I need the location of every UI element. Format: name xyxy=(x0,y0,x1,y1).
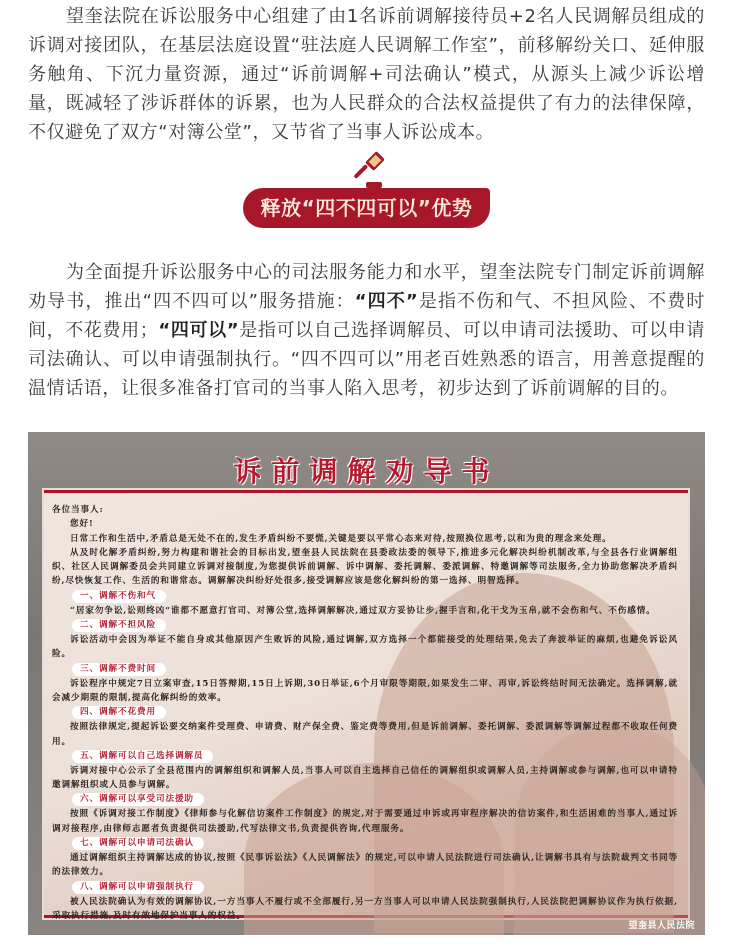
measures-paragraph xyxy=(28,258,705,403)
intro-text: 日常工作和生活中,矛盾总是无处不在的,发生矛盾纠纷不要慌,关键是要以平常心态来对待,按照换位思考,以和为贵的理念来处理。 xyxy=(70,533,612,544)
section-title: 六、调解可以享受司法援助 xyxy=(72,793,204,806)
bold-term: “四可以” xyxy=(158,320,240,341)
section-body: 诉讼活动中会因为举证不能自身或其他原因产生败诉的风险,通过调解,双方选择一个都能接受的处理结果,免去了奔波举证的麻烦,也避免诉讼风险。 xyxy=(52,635,678,660)
text-segment: 是指不伤和气、不担风险、不费时间，不花费用； xyxy=(28,291,706,341)
poster-board xyxy=(44,490,688,921)
section-title: 二、调解不担风险 xyxy=(72,619,166,632)
section-title: 五、调解可以自己选择调解员 xyxy=(72,750,213,763)
intro-paragraph: 望奎法院在诉讼服务中心组建了由1名诉前调解接待员+2名人民调解员组成的诉调对接团队，在基层法庭设置“驻法庭人民调解工作室”，前移解纷关口、延伸服务触角、下沉力量资源，通过“诉前调解+司法确认”模式，从源头上减少诉讼增量，既减轻了涉诉群体的诉累，也为人民群众的合法权益提供了有力的法律保障，不仅避免了双方“对簿公堂”，又节省了当事人诉讼成本。 xyxy=(28,6,705,143)
section-title: 四、调解不花费用 xyxy=(72,706,166,719)
poster-text xyxy=(52,503,678,923)
section-title: 三、调解不费时间 xyxy=(72,663,166,676)
text-segment: 是指可以自己选择调解员、可以申请司法援助、可以申请司法确认、可以申请强制执行。“四不四可以”用老百姓熟悉的语言，用善意提醒的温情话语，让很多准备打官司的当事人陷入思考，初步达到了诉前调解的目的。 xyxy=(28,320,706,399)
text-segment: 为全面提升诉讼服务中心的司法服务能力和水平，望奎法院专门制定诉前调解劝导书，推出“四不四可以”服务措施： xyxy=(28,262,705,312)
section-body: 诉讼程序中规定7日立案审查,15日答辩期,15日上诉期,30日举证,6个月审限等期限,如果发生二审、再审,诉讼终结时间无法确定。选择调解,就会减少期限的限制,提高化解纠纷的效率。 xyxy=(52,678,678,703)
section-body: 通过调解组织主持调解达成的协议,按照《民事诉讼法》《人民调解法》的规定,可以申请人民法院进行司法确认,让调解书具有与法院裁判文书同等的法律效力。 xyxy=(52,853,678,878)
section-body: 按照《诉调对接工作制度》《律师参与化解信访案件工作制度》的规定,对于需要通过申诉或再审程序解决的信访案件,和生活困难的当事人,通过诉调对接程序,由律师志愿者负责提供司法援助,代写法律文书,负责提供咨询,代理服务。 xyxy=(52,809,678,834)
section-body: 诉调对接中心公示了全县范围内的调解组织和调解人员,当事人可以自主选择自己信任的调解组织或调解人员,主持调解或参与调解,也可以申请特邀调解组织或人员参与调解。 xyxy=(52,765,678,791)
section-body: 被人民法院确认为有效的调解协议,一方当事人不履行或不全部履行,另一方当事人可以申请人民法院强制执行,人民法院把调解协议作为执行依据,采取执行措施,及时有效地保护当事人的权益。 xyxy=(52,896,678,921)
intro-text: 从及时化解矛盾纠纷,努力构建和谐社会的目标出发,望奎县人民法院在县委政法委的领导下,推进多元化解决纠纷机制改革,与全县各行业调解组织、社区人民调解委员会共同建立诉调对接制度,为您提供诉前调解、诉中调解、委托调解、委派调解、特邀调解等司法服务,全力协助您解决矛盾纠纷,尽快恢复工作、生活的和谐常态。调解解决纠纷好处很多,接受调解应该是您化解纠纷的第一选择、明智选择。 xyxy=(52,547,678,587)
poster-signature: 望奎县人民法院 xyxy=(628,921,695,931)
section-body: “居家勿争讼,讼则终凶”谁都不愿意打官司、对簿公堂,选择调解解决,通过双方妥协让步,握手言和,化干戈为玉帛,就不会伤和气、不伤感情。 xyxy=(70,605,656,616)
salutation: 各位当事人: xyxy=(52,505,104,515)
bold-term: “四不” xyxy=(354,291,419,312)
section-title: 七、调解可以申请司法确认 xyxy=(72,837,204,850)
section-heading: 释放“四不四可以”优势 xyxy=(243,188,490,228)
greeting: 您好! xyxy=(70,519,94,530)
gavel-icon xyxy=(352,150,392,190)
poster-photo xyxy=(28,432,705,935)
section-title: 一、调解不伤和气 xyxy=(72,590,166,603)
poster-title: 诉前调解劝导书 xyxy=(233,455,500,488)
section-title: 八、调解可以申请强制执行 xyxy=(72,881,204,894)
section-body: 按照法律规定,提起诉讼要交纳案件受理费、申请费、财产保全费、鉴定费等费用,但是诉前调解、委托调解、委派调解等调解过程都不收取任何费用。 xyxy=(52,722,678,747)
